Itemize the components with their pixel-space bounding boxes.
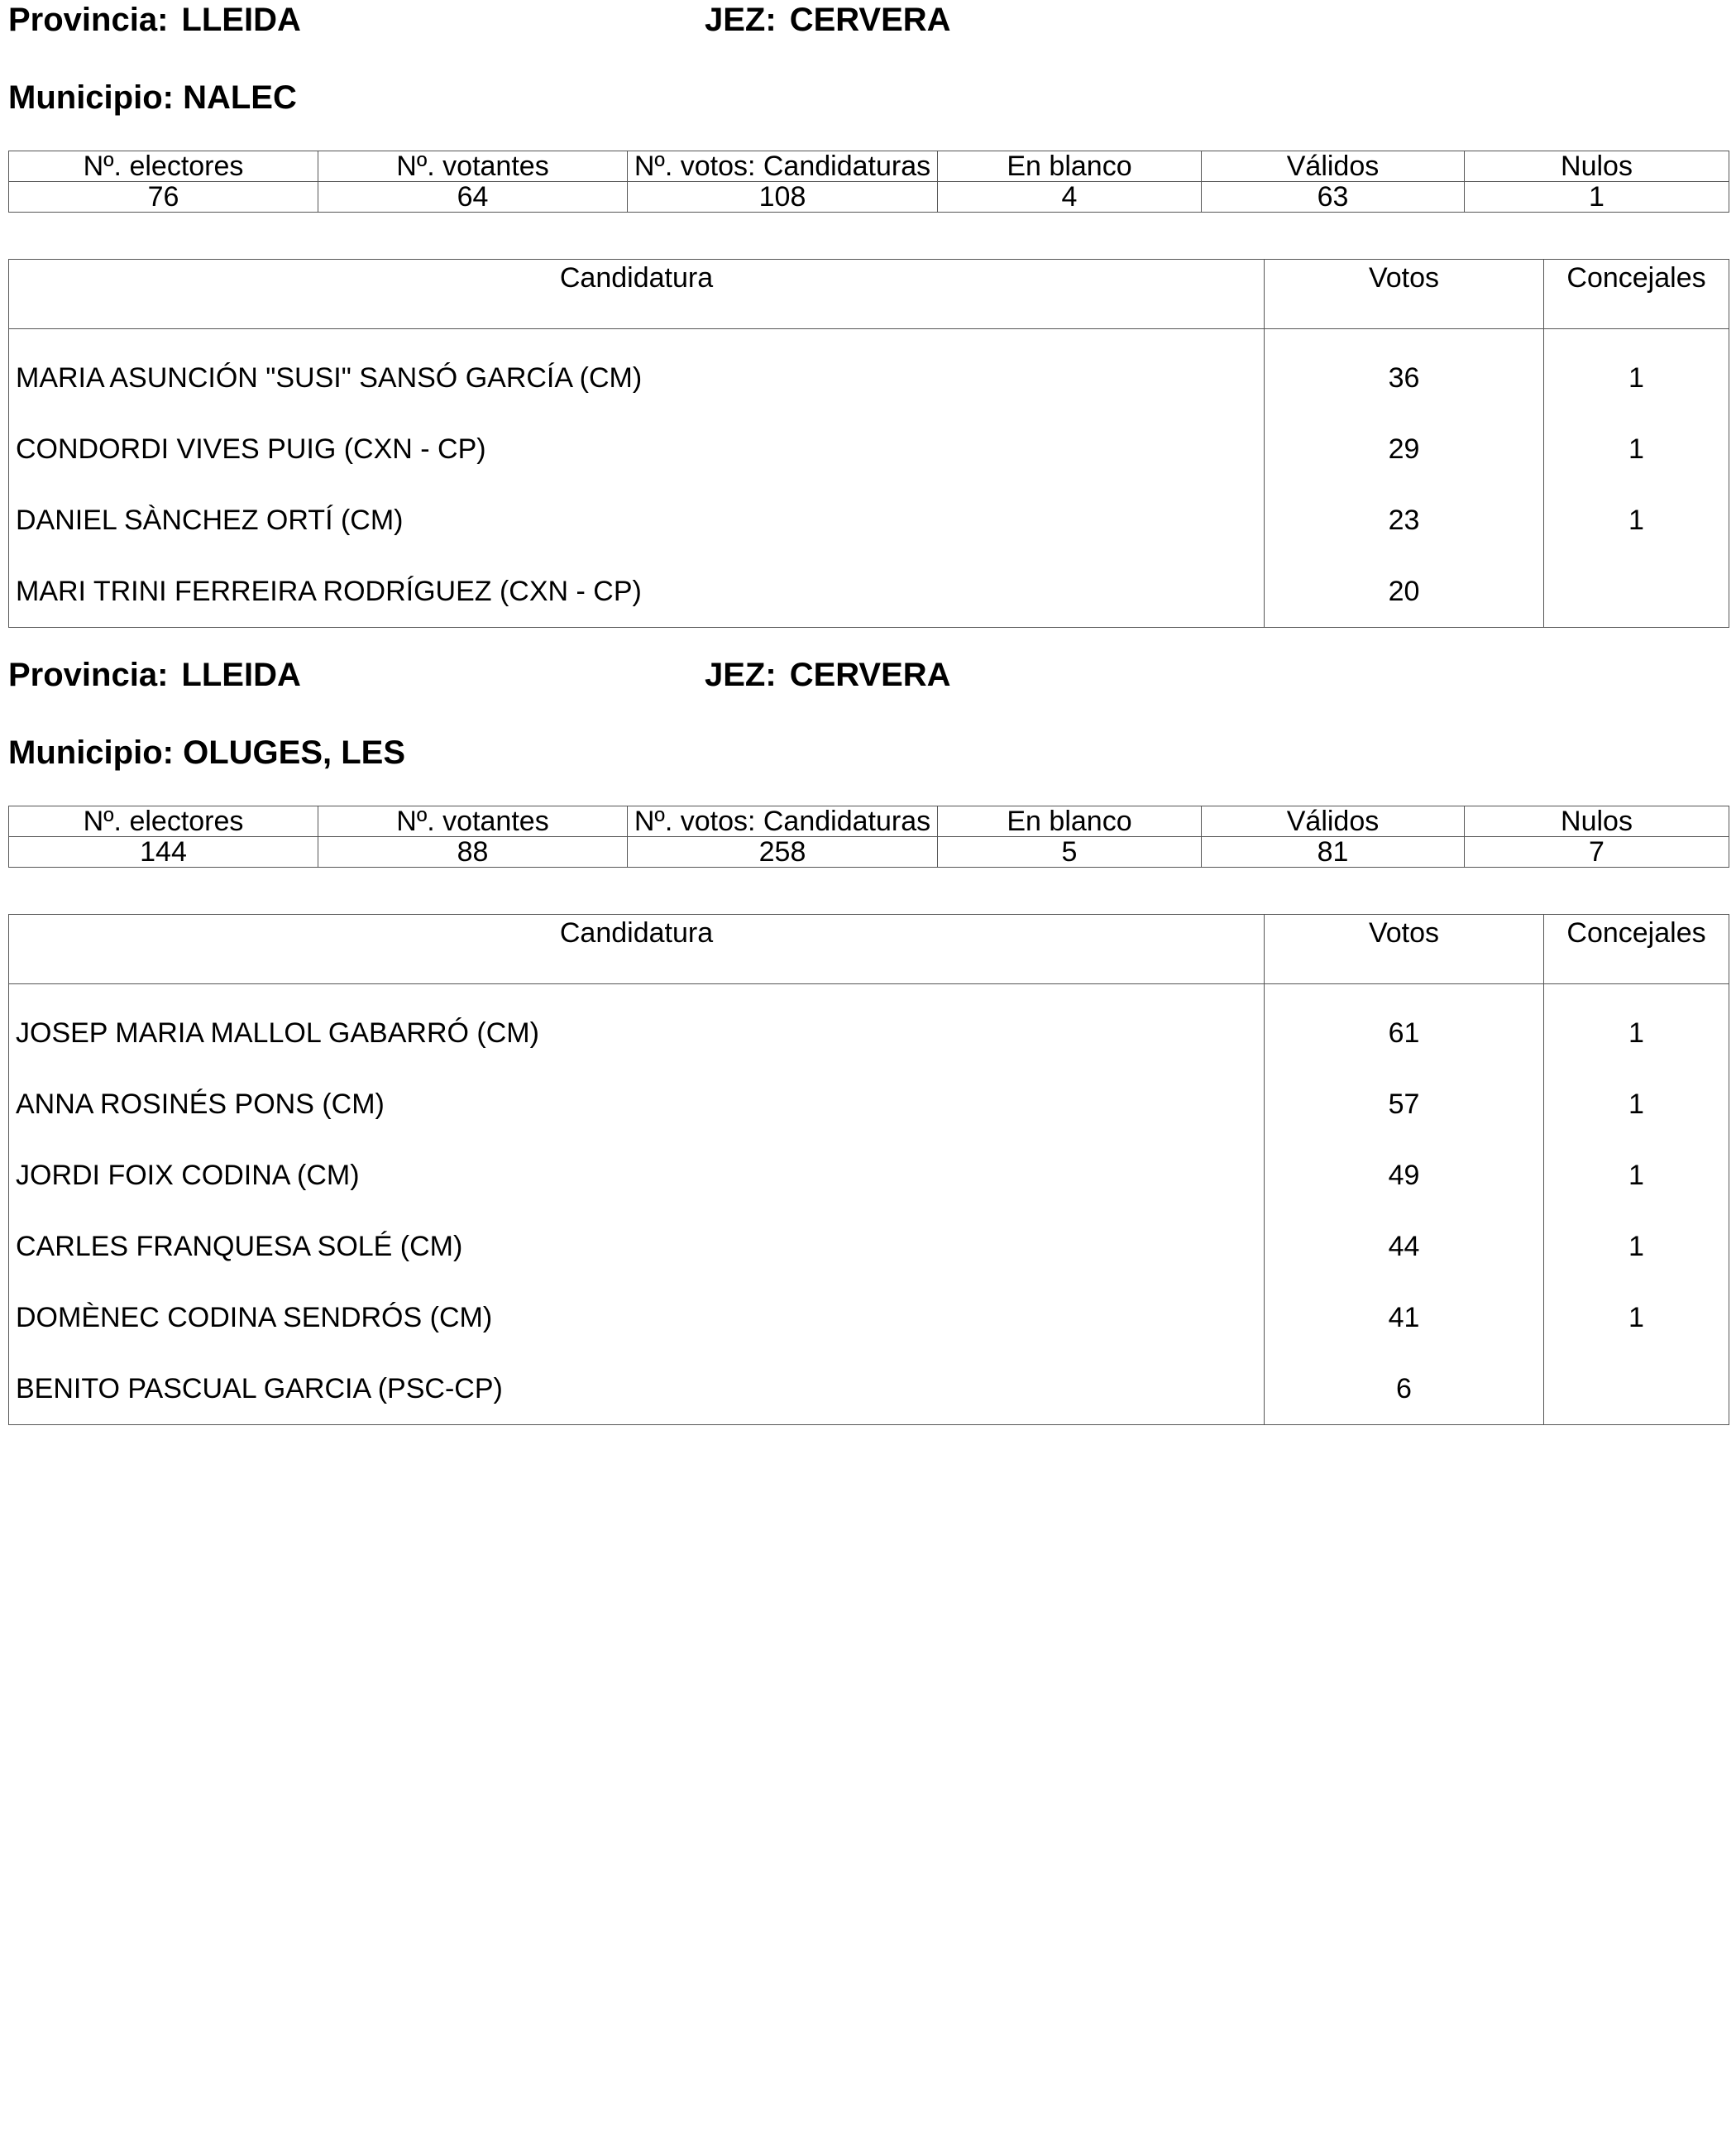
results-table xyxy=(8,914,1729,1425)
municipio-heading xyxy=(8,78,297,117)
candidate-name: MARI TRINI FERREIRA RODRÍGUEZ (CXN - CP) xyxy=(9,556,1265,628)
candidate-seats: 1 xyxy=(1544,1069,1729,1140)
municipio-label: Municipio: xyxy=(8,79,174,116)
candidate-seats: 1 xyxy=(1544,1282,1729,1353)
summary-header-cell: Nº. votantes xyxy=(318,806,628,837)
jez-label: JEZ: xyxy=(705,657,777,693)
provincia-heading xyxy=(8,0,301,40)
candidate-votes: 61 xyxy=(1265,984,1544,1069)
municipio-heading xyxy=(8,733,405,773)
summary-value-row xyxy=(9,837,1729,868)
table-row xyxy=(9,329,1729,414)
municipio-value: NALEC xyxy=(183,79,297,116)
candidate-seats xyxy=(1544,556,1729,628)
summary-value-cell: 63 xyxy=(1202,182,1465,213)
candidatura-header: Candidatura xyxy=(9,915,1265,984)
summary-header-cell: Nº. votantes xyxy=(318,151,628,182)
summary-header-cell: Nº. votos: Candidaturas xyxy=(628,806,938,837)
table-row xyxy=(9,1211,1729,1282)
provincia-label: Provincia: xyxy=(8,657,169,693)
summary-header-cell: En blanco xyxy=(938,151,1202,182)
summary-header-cell: En blanco xyxy=(938,806,1202,837)
table-row xyxy=(9,984,1729,1069)
table-row xyxy=(9,414,1729,485)
table-row xyxy=(9,1069,1729,1140)
candidate-seats xyxy=(1544,1353,1729,1425)
concejales-header: Concejales xyxy=(1544,915,1729,984)
summary-header-row xyxy=(9,151,1729,182)
table-row xyxy=(9,1353,1729,1425)
summary-header-cell: Nº. votos: Candidaturas xyxy=(628,151,938,182)
municipio-value: OLUGES, LES xyxy=(183,734,406,771)
candidate-name: BENITO PASCUAL GARCIA (PSC-CP) xyxy=(9,1353,1265,1425)
table-row xyxy=(9,485,1729,556)
summary-header-cell: Válidos xyxy=(1202,806,1465,837)
summary-value-cell: 64 xyxy=(318,182,628,213)
candidate-votes: 44 xyxy=(1265,1211,1544,1282)
summary-value-cell: 81 xyxy=(1202,837,1465,868)
candidate-votes: 20 xyxy=(1265,556,1544,628)
summary-value-cell: 144 xyxy=(9,837,318,868)
results-header-row xyxy=(9,260,1729,329)
candidate-name: CONDORDI VIVES PUIG (CXN - CP) xyxy=(9,414,1265,485)
jez-value: CERVERA xyxy=(789,657,951,693)
candidatura-header: Candidatura xyxy=(9,260,1265,329)
candidate-name: DOMÈNEC CODINA SENDRÓS (CM) xyxy=(9,1282,1265,1353)
summary-value-cell: 76 xyxy=(9,182,318,213)
concejales-header: Concejales xyxy=(1544,260,1729,329)
candidate-votes: 57 xyxy=(1265,1069,1544,1140)
candidate-seats: 1 xyxy=(1544,485,1729,556)
results-table xyxy=(8,259,1729,628)
summary-value-cell: 7 xyxy=(1465,837,1729,868)
candidate-name: JORDI FOIX CODINA (CM) xyxy=(9,1140,1265,1211)
candidate-seats: 1 xyxy=(1544,414,1729,485)
summary-header-cell: Nulos xyxy=(1465,151,1729,182)
candidate-votes: 41 xyxy=(1265,1282,1544,1353)
candidate-name: JOSEP MARIA MALLOL GABARRÓ (CM) xyxy=(9,984,1265,1069)
municipio-label: Municipio: xyxy=(8,734,174,771)
jez-value: CERVERA xyxy=(789,2,951,38)
candidate-seats: 1 xyxy=(1544,329,1729,414)
summary-table xyxy=(8,151,1729,213)
summary-value-row xyxy=(9,182,1729,213)
jez-heading xyxy=(705,655,951,695)
candidate-name: ANNA ROSINÉS PONS (CM) xyxy=(9,1069,1265,1140)
table-row xyxy=(9,556,1729,628)
summary-value-cell: 88 xyxy=(318,837,628,868)
provincia-label: Provincia: xyxy=(8,2,169,38)
table-row xyxy=(9,1282,1729,1353)
summary-header-cell: Válidos xyxy=(1202,151,1465,182)
summary-header-cell: Nº. electores xyxy=(9,806,318,837)
candidate-votes: 29 xyxy=(1265,414,1544,485)
results-header-row xyxy=(9,915,1729,984)
candidate-votes: 36 xyxy=(1265,329,1544,414)
jez-label: JEZ: xyxy=(705,2,777,38)
provincia-heading xyxy=(8,655,301,695)
jez-heading xyxy=(705,0,951,40)
provincia-value: LLEIDA xyxy=(181,2,301,38)
summary-value-cell: 258 xyxy=(628,837,938,868)
summary-value-cell: 1 xyxy=(1465,182,1729,213)
summary-value-cell: 108 xyxy=(628,182,938,213)
provincia-value: LLEIDA xyxy=(181,657,301,693)
summary-header-cell: Nulos xyxy=(1465,806,1729,837)
summary-header-row xyxy=(9,806,1729,837)
candidate-name: MARIA ASUNCIÓN "SUSI" SANSÓ GARCÍA (CM) xyxy=(9,329,1265,414)
votos-header: Votos xyxy=(1265,915,1544,984)
summary-header-cell: Nº. electores xyxy=(9,151,318,182)
candidate-seats: 1 xyxy=(1544,1211,1729,1282)
summary-value-cell: 4 xyxy=(938,182,1202,213)
summary-table xyxy=(8,806,1729,868)
candidate-name: CARLES FRANQUESA SOLÉ (CM) xyxy=(9,1211,1265,1282)
candidate-seats: 1 xyxy=(1544,984,1729,1069)
candidate-seats: 1 xyxy=(1544,1140,1729,1211)
summary-value-cell: 5 xyxy=(938,837,1202,868)
candidate-name: DANIEL SÀNCHEZ ORTÍ (CM) xyxy=(9,485,1265,556)
candidate-votes: 6 xyxy=(1265,1353,1544,1425)
table-row xyxy=(9,1140,1729,1211)
candidate-votes: 49 xyxy=(1265,1140,1544,1211)
votos-header: Votos xyxy=(1265,260,1544,329)
candidate-votes: 23 xyxy=(1265,485,1544,556)
